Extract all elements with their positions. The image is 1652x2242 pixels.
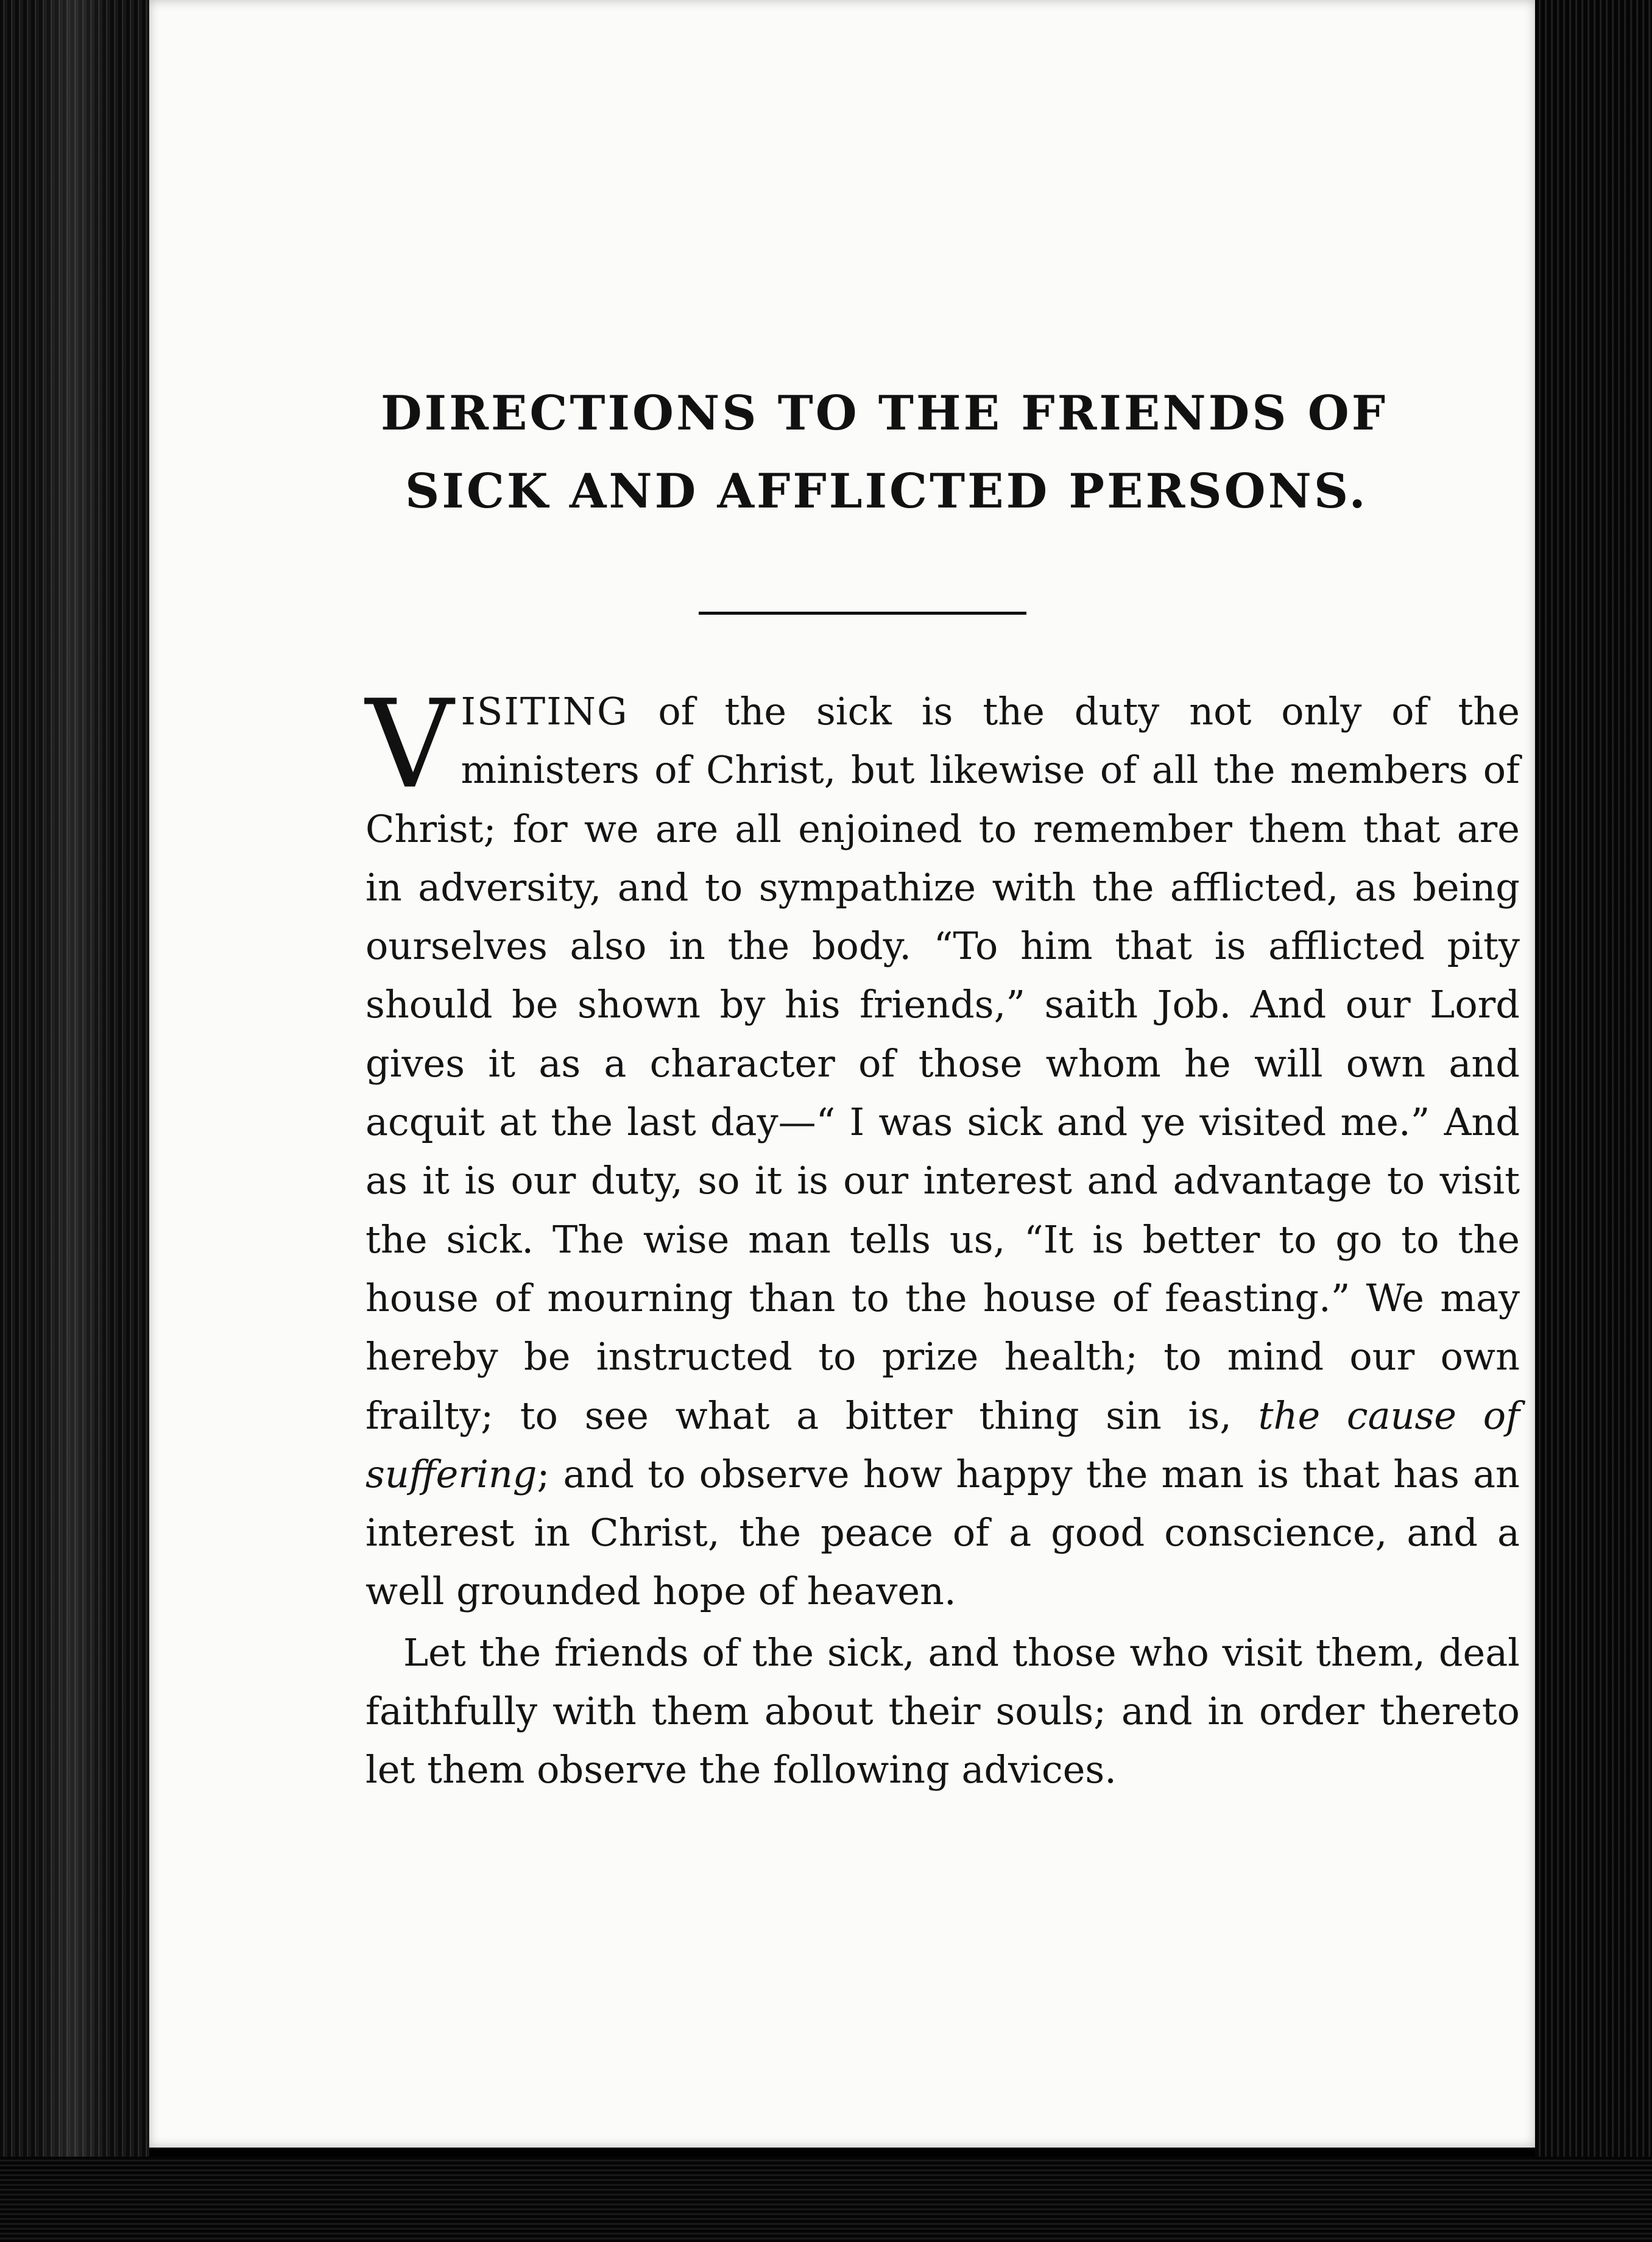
right-page-edges (1535, 0, 1652, 2242)
paragraph-1-italic-phrase: the cause of suffering (365, 1393, 1520, 1496)
paragraph-1-text-a: of the sick is the duty not only of the ministers of Christ, but likewise of all the members of Christ; for we are all enjoined to remember them that are in adversity, and to sympathize with the afflicted, as being ourselves also in the body. “To him that is afflicted pity should be shown by his friends,” saith Job. And our Lord gives it as a character of those whom he will own and acquit at the last day—“ I was sick and ye visited me.” And as it is our duty, so it is our interest and advantage to visit the sick. The wise man tells us, “It is better to go to the house of mourning than to the house of feasting.” We may hereby be instructed to prize health; to mind our own frailty; to see what a bitter thing sin is, (365, 689, 1520, 1438)
paragraph-1 (365, 674, 1520, 1621)
left-edge-highlight (37, 0, 110, 2242)
left-page-edges (0, 0, 149, 2242)
chapter-title (381, 375, 1538, 531)
body-text (365, 674, 1520, 1800)
book-page (149, 0, 1535, 2148)
chapter-title-line-1: DIRECTIONS TO THE FRIENDS OF (381, 386, 1388, 441)
title-divider-rule (699, 612, 1026, 615)
first-word-small-caps: ISITING (461, 689, 629, 734)
chapter-title-line-2: SICK AND AFFLICTED PERSONS. (405, 464, 1368, 519)
paragraph-2: Let the friends of the sick, and those who visit them, deal faithfully with them about their souls; and in order thereto let them observe the following advices. (365, 1630, 1520, 1792)
drop-cap: V (365, 674, 454, 816)
bottom-page-edges (0, 2157, 1652, 2242)
paragraph-1-text-b: ; and to observe how happy the man is that has an interest in Christ, the peace of a good conscience, and a well grounded hope of heaven. (365, 1451, 1520, 1614)
